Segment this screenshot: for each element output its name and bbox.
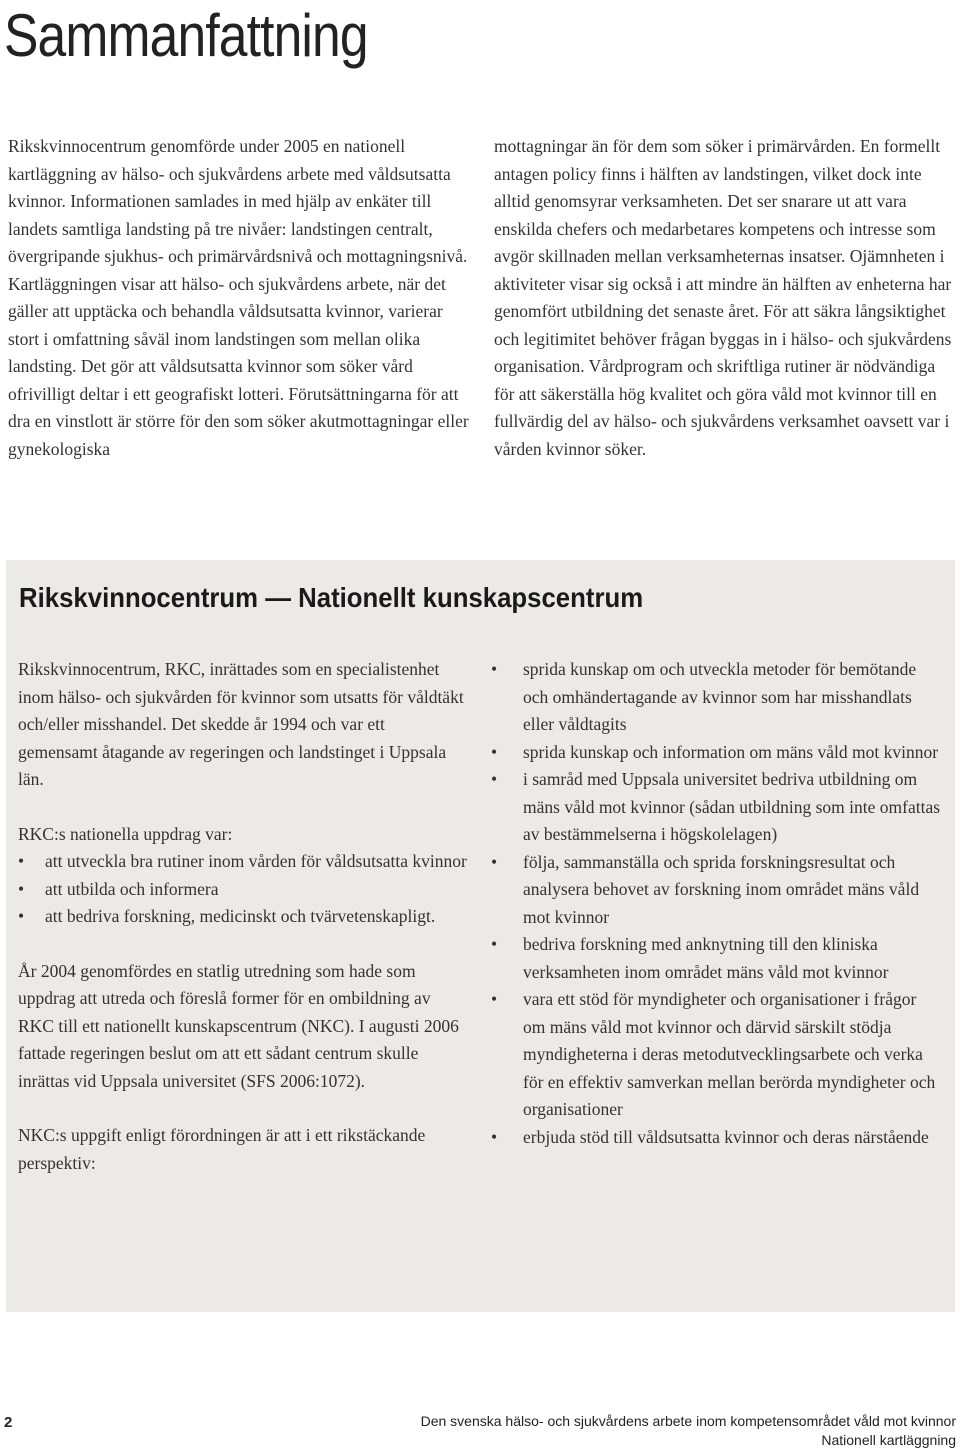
info-box <box>6 560 955 1312</box>
page-number: 2 <box>4 1414 13 1431</box>
list-item: • sprida kunskap och information om mäns våld mot kvinnor <box>491 739 941 767</box>
mission-list <box>18 848 468 931</box>
list-item: • att utveckla bra rutiner inom vården för våldsutsatta kvinnor <box>18 848 468 876</box>
list-item: • erbjuda stöd till våldsutsatta kvinnor och deras närstående <box>491 1124 941 1152</box>
summary-left-column <box>8 133 473 463</box>
box-left-column <box>18 656 468 1177</box>
box-right-column <box>491 656 941 1151</box>
list-item: • sprida kunskap om och utveckla metoder för bemötande och omhändertagande av kvinnor som har misshandlats eller våldtagits <box>491 656 941 739</box>
footer-subtitle: Nationell kartläggning <box>821 1432 956 1448</box>
list-item: • följa, sammanställa och sprida forskningsresultat och analysera behovet av forskning inom området mäns våld mot kvinnor <box>491 849 941 932</box>
nkc-task-list <box>491 656 941 1151</box>
list-item: • bedriva forskning med anknytning till den kliniska verksamheten inom området mäns våld mot kvinnor <box>491 931 941 986</box>
box-heading: Rikskvinnocentrum — Nationellt kunskapscentrum <box>19 582 644 613</box>
box-paragraph-mission-intro: RKC:s nationella uppdrag var: <box>18 823 233 844</box>
summary-right-column <box>494 133 954 463</box>
list-item: • vara ett stöd för myndigheter och organisationer i frågor om mäns våld mot kvinnor och därvid särskilt stödja myndigheterna i deras metodutvecklingsarbete och verka för en effektiv samverkan mellan berörda myndigheter och organisationer <box>491 986 941 1124</box>
footer-publication-title: Den svenska hälso- och sjukvårdens arbete inom kompetensområdet våld mot kvinnor <box>420 1413 956 1429</box>
running-footer <box>421 1412 956 1450</box>
box-paragraph-history: Rikskvinnocentrum, RKC, inrättades som en specialistenhet inom hälso- och sjukvården för kvinnor som utsatts för våldtäkt och/eller misshandel. Det skedde år 1994 och var ett gemensamt åtagande av regeringen och landstinget i Uppsala län. <box>18 659 464 789</box>
box-paragraph-inquiry: År 2004 genomfördes en statlig utredning som hade som uppdrag att utreda och föreslå former för en ombildning av RKC till ett nationellt kunskapscentrum (NKC). I augusti 2006 fattade regeringen beslut om att ett sådant centrum skulle inrättas vid Uppsala universitet (SFS 2006:1072). <box>18 960 459 1091</box>
box-paragraph-nkc-task: NKC:s uppgift enligt förordningen är att i ett rikstäckande perspektiv: <box>18 1125 426 1173</box>
list-item: • i samråd med Uppsala universitet bedriva utbildning om mäns våld mot kvinnor (sådan utbildning som inte omfattas av bestämmelserna i högskolelagen) <box>491 766 941 849</box>
summary-paragraph-left: Rikskvinnocentrum genomförde under 2005 en nationell kartläggning av hälso- och sjukvårdens arbete med våldsutsatta kvinnor. Informationen samlades in med hjälp av enkäter till landets samtliga landsting på tre nivåer: landstingen centralt, övergripande sjukhus- och primärvårdsnivå och mottagningsnivå. Kartläggningen visar att hälso- och sjukvårdens arbete, när det gäller att upptäcka och behandla våldsutsatta kvinnor, varierar stort i omfattning såväl inom landstingen som mellan olika landsting. Det gör att våldsutsatta kvinnor som söker vård ofrivilligt deltar i ett geografiskt lotteri. Förutsättningarna för att dra en vinstlott är större för den som söker akutmottagningar eller gynekologiska <box>8 136 469 459</box>
list-item: • att utbilda och informera <box>18 876 468 904</box>
summary-paragraph-right: mottagningar än för dem som söker i primärvården. En formellt antagen policy finns i hälften av landstingen, vilket dock inte alltid genomsyrar verksamheten. Det ser snarare ut att vara enskilda chefers och medarbetares kompetens och intresse som avgör skillnaden mellan verksamheternas insatser. Ojämnheten i aktiviteter visar sig också i att mindre än hälften av enheterna har genomfört utbildning det senaste året. För att säkra långsiktighet och legitimitet behöver frågan byggas in i hälso- och sjukvårdens organisation. Vårdprogram och skriftliga rutiner är nödvändiga för att säkerställa hög kvalitet och göra våld mot kvinnor till en fullvärdig del av hälso- och sjukvårdens verksamhet oavsett var i vården kvinnor söker. <box>494 136 952 459</box>
page-title: Sammanfattning <box>4 2 368 69</box>
list-item: • att bedriva forskning, medicinskt och tvärvetenskapligt. <box>18 903 468 931</box>
